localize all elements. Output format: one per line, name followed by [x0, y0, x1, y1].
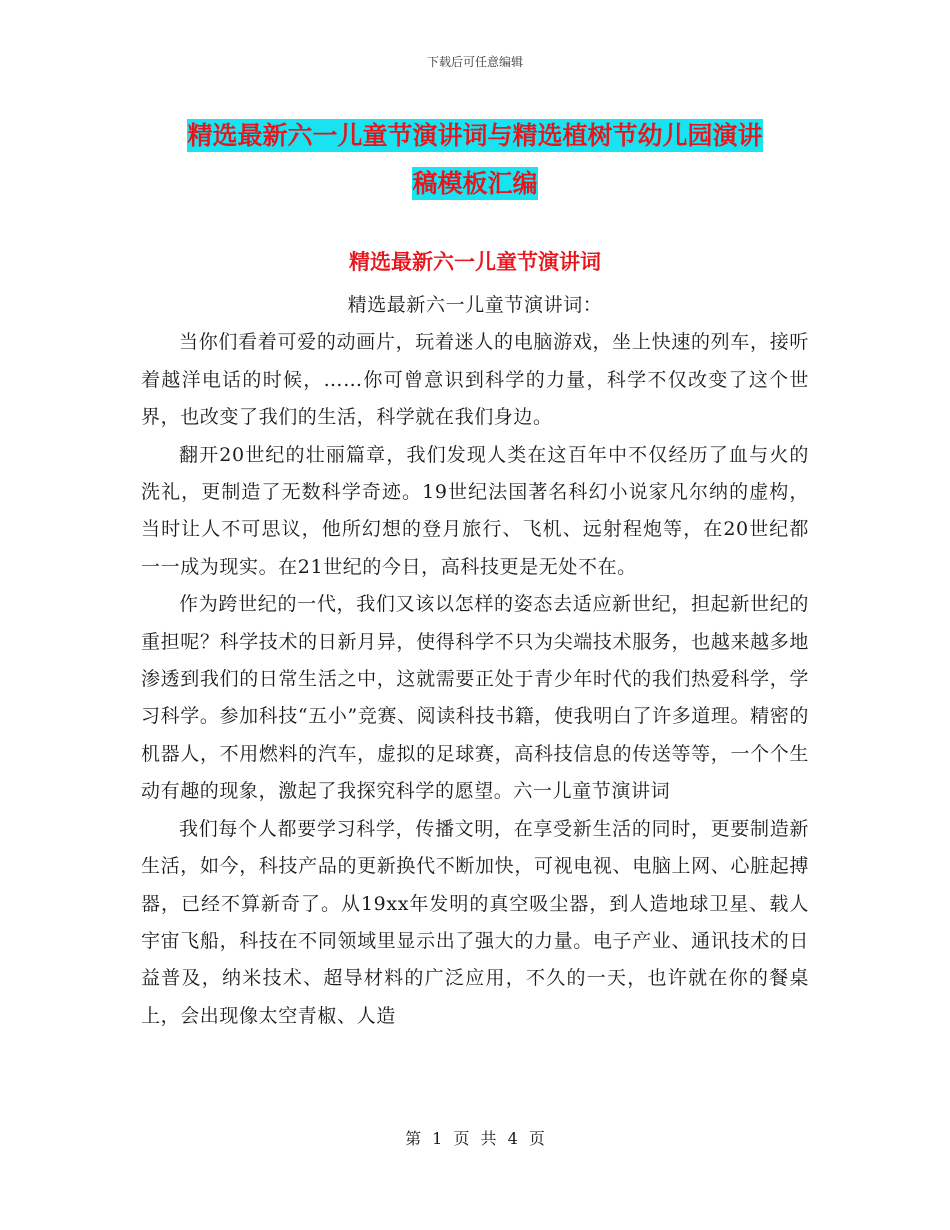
- intro-line: 精选最新六一儿童节演讲词：: [347, 294, 603, 316]
- paragraph: 当你们看着可爱的动画片，玩着迷人的电脑游戏，坐上快速的列车，接听着越洋电话的时候，……你可曾意识到科学的力量，科学不仅改变了这个世界，也改变了我们的生活，科学就在我们身边。: [141, 331, 809, 429]
- title-line-1: 精选最新六一儿童节演讲词与精选植树节幼儿园演讲: [187, 121, 763, 150]
- page-footer: 第 1 页 共 4 页: [405, 1129, 545, 1148]
- paragraph: 我们每个人都要学习科学，传播文明，在享受新生活的同时，更要制造新生活，如今，科技产品的更新换代不断加快，可视电视、电脑上网、心脏起搏器，已经不算新奇了。从19xx年发明的真空吸尘器，到人造地球卫星、载人宇宙飞船，科技在不同领域里显示出了强大的力量。电子产业、通讯技术的日益普及，纳米技术、超导材料的广泛应用，不久的一天，也许就在你的餐桌上，会出现像太空青椒、人造: [141, 817, 809, 1027]
- header-note: 下载后可任意编辑: [426, 55, 523, 69]
- document-body: [141, 287, 809, 1035]
- document-title: [0, 112, 950, 208]
- section-heading: 精选最新六一儿童节演讲词: [349, 250, 601, 274]
- title-line-2: 稿模板汇编: [412, 169, 538, 198]
- paragraph: 作为跨世纪的一代，我们又该以怎样的姿态去适应新世纪，担起新世纪的重担呢？科学技术的日新月异，使得科学不只为尖端技术服务，也越来越多地渗透到我们的日常生活之中，这就需要正处于青少年时代的我们热爱科学，学习科学。参加科技“五小”竞赛、阅读科技书籍，使我明白了许多道理。精密的机器人，不用燃料的汽车，虚拟的足球赛，高科技信息的传送等等，一个个生动有趣的现象，激起了我探究科学的愿望。六一儿童节演讲词: [141, 593, 809, 803]
- paragraph: 翻开20世纪的壮丽篇章，我们发现人类在这百年中不仅经历了血与火的洗礼，更制造了无数科学奇迹。19世纪法国著名科幻小说家凡尔纳的虚构，当时让人不可思议，他所幻想的登月旅行、飞机、远射程炮等，在20世纪都一一成为现实。在21世纪的今日，高科技更是无处不在。: [141, 443, 809, 578]
